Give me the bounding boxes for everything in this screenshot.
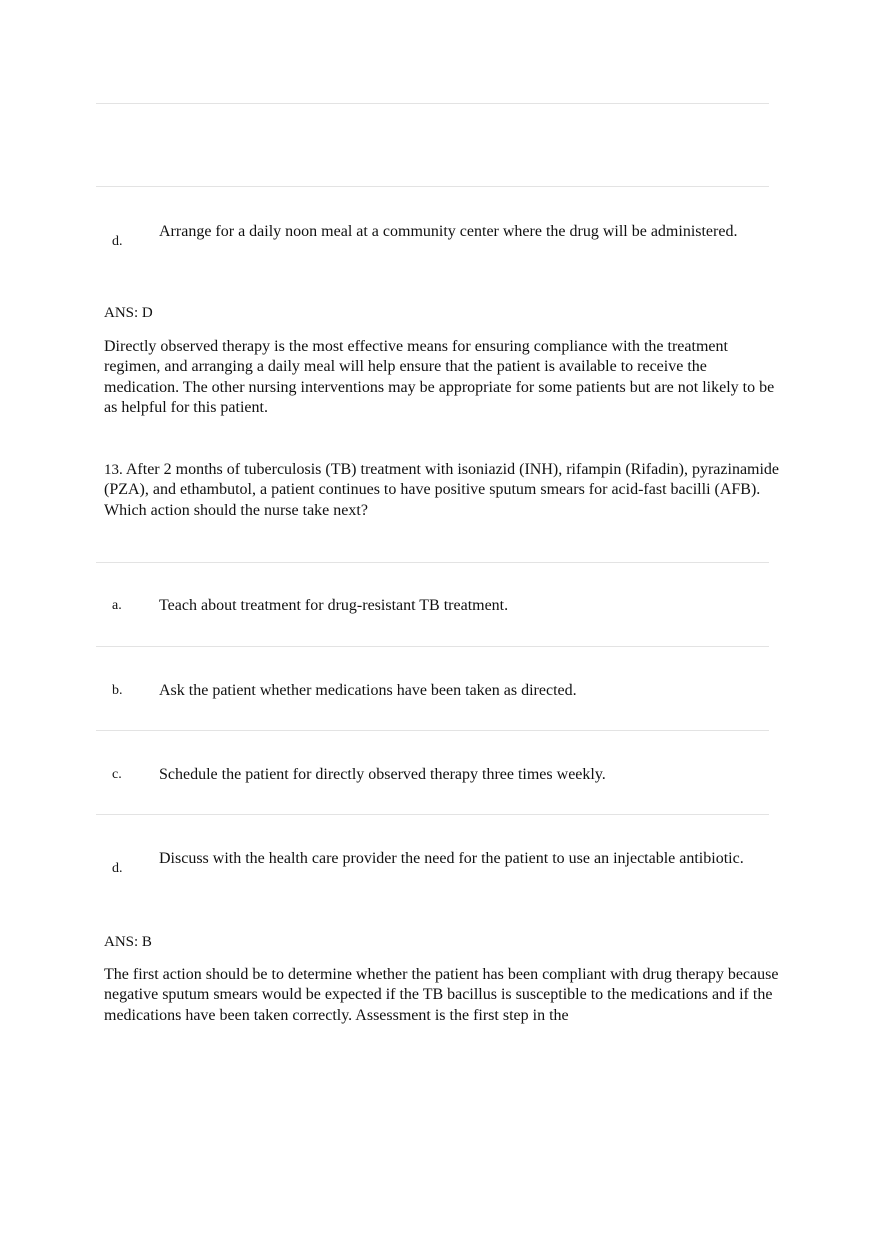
divider-before-prev-option-d (96, 186, 769, 187)
option-b-text: Ask the patient whether medications have been taken as directed. (159, 682, 577, 699)
rationale: The first action should be to determine whether the patient has been compliant with drug therapy because negative sputum smears would be expected if the TB bacillus is susceptible to the medications and if the medications have been taken correctly. Assessment is the first step in the (104, 966, 779, 1024)
option-d-letter: d. (112, 861, 123, 876)
prev-answer-key: ANS: D (104, 305, 153, 321)
question-13-stem (104, 460, 784, 521)
option-d-text: Discuss with the health care provider the need for the patient to use an injectable antibiotic. (159, 850, 744, 867)
option-a-letter: a. (112, 598, 122, 613)
divider-top (96, 103, 769, 104)
question-stem-text: After 2 months of tuberculosis (TB) treatment with isoniazid (INH), rifampin (Rifadin), pyrazinamide (PZA), and ethambutol, a patient continues to have positive sputum smears for acid-fast bacilli (AFB). Which action should the nurse take next? (104, 461, 780, 519)
question-number: 13. (104, 462, 123, 478)
answer-key: ANS: B (104, 934, 152, 950)
option-c-letter: c. (112, 767, 122, 782)
prev-option-d-letter: d. (112, 234, 123, 249)
divider-before-option-d (96, 814, 769, 815)
divider-before-option-b (96, 646, 769, 647)
divider-before-option-a (96, 562, 769, 563)
option-a-text: Teach about treatment for drug-resistant TB treatment. (159, 597, 509, 614)
prev-option-d-text: Arrange for a daily noon meal at a community center where the drug will be administered. (159, 223, 738, 240)
divider-before-option-c (96, 730, 769, 731)
option-c-text: Schedule the patient for directly observed therapy three times weekly. (159, 766, 606, 783)
option-b-letter: b. (112, 683, 123, 698)
prev-rationale: Directly observed therapy is the most effective means for ensuring compliance with the treatment regimen, and arranging a daily meal will help ensure that the patient is available to receive the medication. The other nursing interventions may be appropriate for some patients but are not likely to be as helpful for this patient. (104, 338, 775, 417)
